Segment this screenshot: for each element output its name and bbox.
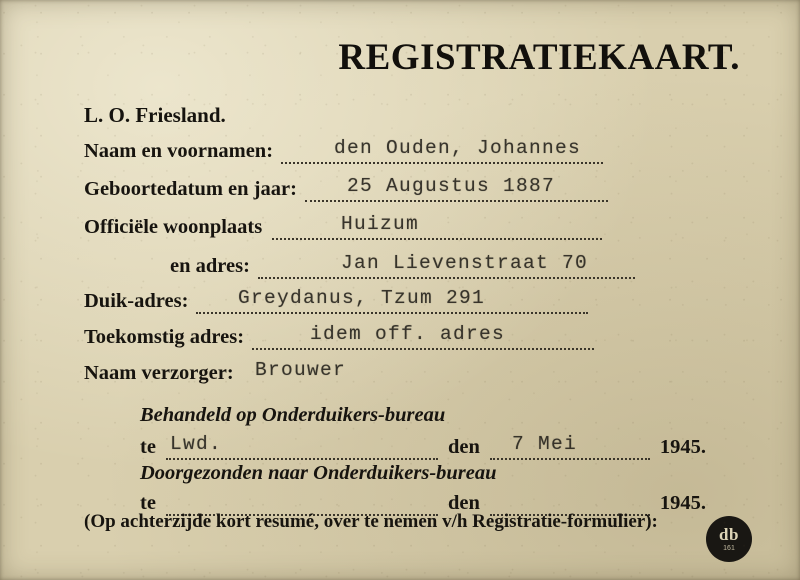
field-label-toekomstig-adres: Toekomstig adres: bbox=[84, 326, 245, 348]
dotted-leader bbox=[490, 458, 650, 460]
field-label-adres: en adres: bbox=[170, 255, 250, 277]
footnote: (Op achterzijde kort resumé, over te nemen v/h Registratie-formulier): bbox=[84, 511, 658, 532]
handled-te-value: Lwd. bbox=[170, 433, 223, 455]
forwarded-te-label: te bbox=[140, 492, 156, 514]
dotted-leader bbox=[305, 200, 608, 202]
dotted-leader bbox=[281, 162, 603, 164]
field-value-duikadres: Greydanus, Tzum 291 bbox=[238, 287, 486, 309]
field-value-geboortedatum: 25 Augustus 1887 bbox=[347, 175, 556, 197]
handled-year: 1945. bbox=[659, 436, 706, 458]
field-value-adres: Jan Lievenstraat 70 bbox=[341, 252, 589, 274]
field-label-duikadres: Duik-adres: bbox=[84, 290, 189, 312]
field-value-toekomstig-adres: idem off. adres bbox=[310, 323, 506, 345]
page-title: REGISTRATIEKAART. bbox=[338, 37, 740, 78]
handled-den-value: 7 Mei bbox=[512, 433, 578, 455]
dotted-leader bbox=[252, 348, 594, 350]
field-value-woonplaats: Huizum bbox=[341, 213, 420, 235]
handled-place-row bbox=[140, 436, 706, 464]
handled-te-label: te bbox=[140, 436, 156, 458]
handled-heading-text: Behandeld op Onderduikers-bureau bbox=[140, 404, 446, 426]
field-value-verzorger: Brouwer bbox=[255, 359, 347, 381]
field-label-woonplaats: Officiële woonplaats bbox=[84, 216, 263, 238]
dotted-leader bbox=[166, 458, 438, 460]
forwarded-year: 1945. bbox=[659, 492, 706, 514]
dotted-leader bbox=[196, 312, 588, 314]
field-value-naam: den Ouden, Johannes bbox=[334, 137, 582, 159]
stamp-seal bbox=[706, 516, 752, 562]
forwarded-heading bbox=[140, 462, 497, 490]
handled-heading bbox=[140, 404, 445, 432]
handled-den-label: den bbox=[447, 436, 480, 458]
stamp-number: 161 bbox=[723, 545, 735, 552]
forwarded-heading-text: Doorgezonden naar Onderduikers-bureau bbox=[140, 462, 497, 484]
field-label-geboortedatum: Geboortedatum en jaar: bbox=[84, 178, 297, 200]
dotted-leader bbox=[272, 238, 602, 240]
field-label-verzorger: Naam verzorger: bbox=[84, 362, 234, 384]
dotted-leader bbox=[258, 277, 635, 279]
forwarded-den-label: den bbox=[447, 492, 480, 514]
organisation-subtitle: L. O. Friesland. bbox=[84, 103, 226, 127]
stamp-initials: db bbox=[719, 525, 739, 544]
field-label-naam: Naam en voornamen: bbox=[84, 140, 274, 162]
field-row-verzorger bbox=[84, 362, 234, 390]
